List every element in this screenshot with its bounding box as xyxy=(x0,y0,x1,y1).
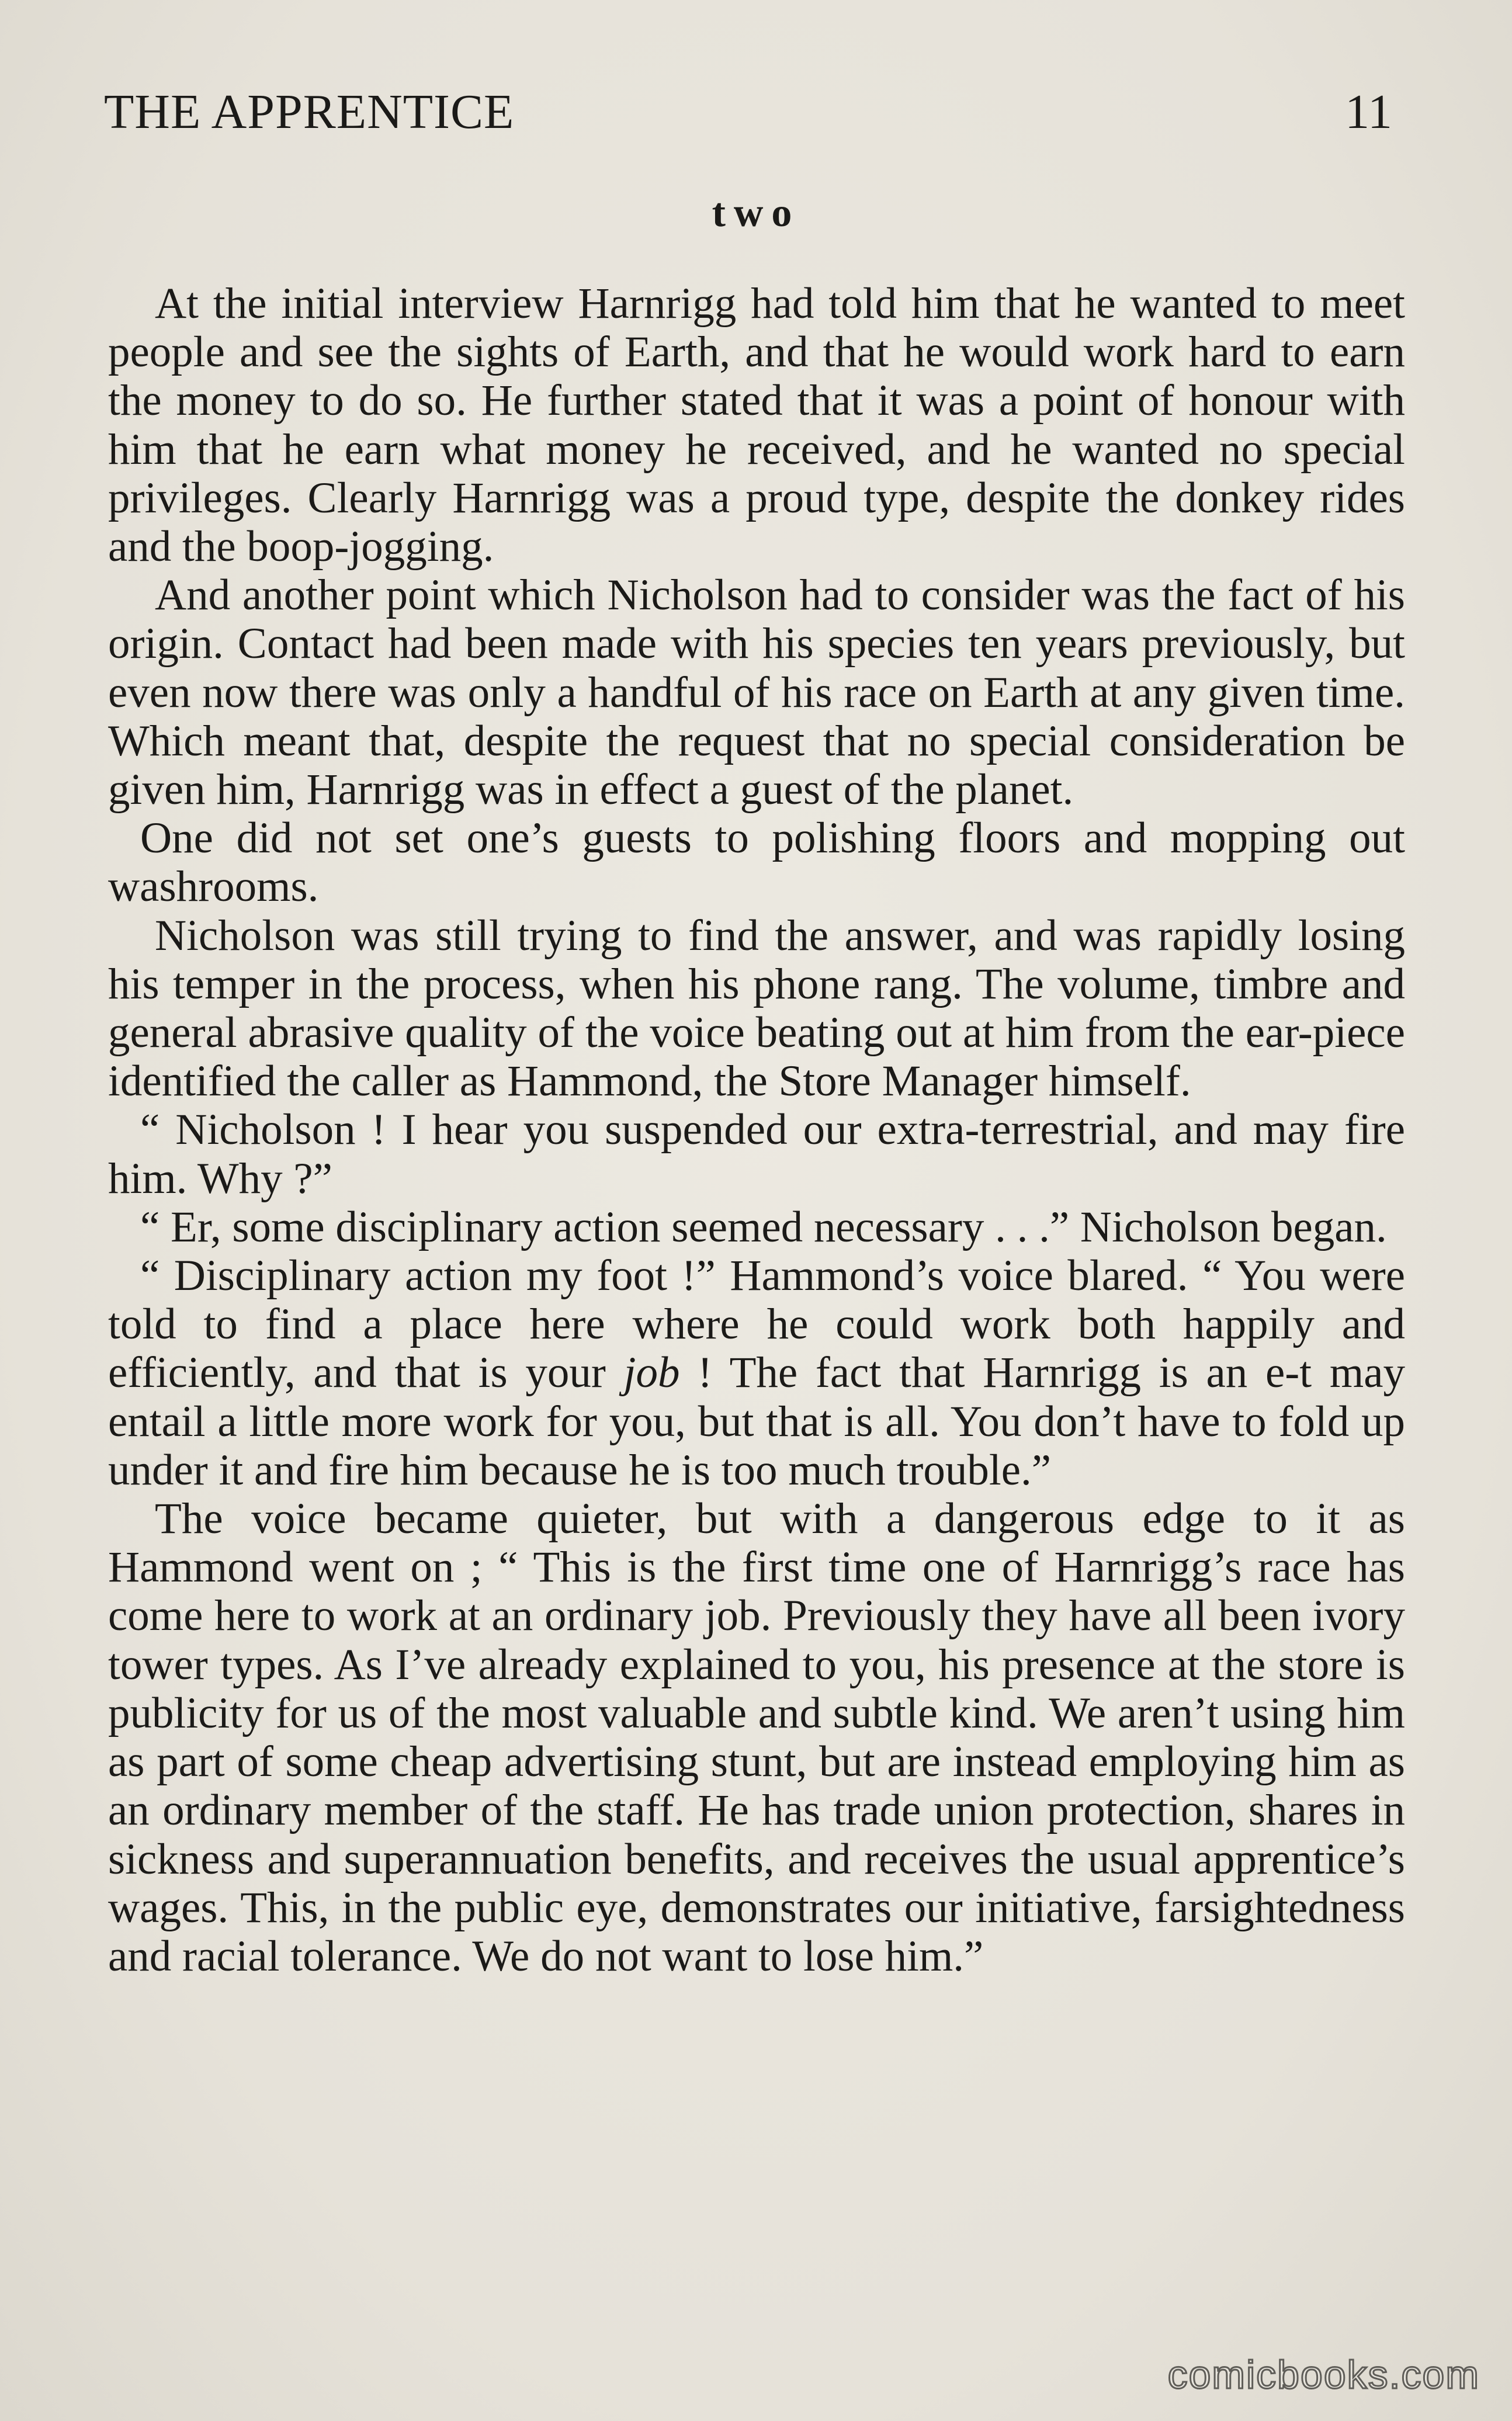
paragraph: At the initial interview Harnrigg had told him that he wanted to meet people and see the sights of Earth, and that he would work hard to earn the money to do so. He further stated that it was a point of honour with him that he earn what money he received, and he wanted no special privileges. Clearly Harnrigg was a proud type, despite the donkey rides and the boop-jogging. xyxy=(108,279,1405,571)
emphasis: job xyxy=(623,1348,680,1397)
chapter-heading: two xyxy=(712,190,800,235)
body-text xyxy=(108,279,1405,1980)
paragraph: “ Er, some disciplinary action seemed necessary . . .” Nicholson began. xyxy=(140,1202,1387,1251)
watermark: comicbooks.com xyxy=(1167,2353,1480,2397)
paragraph: “ Disciplinary action my foot !” Hammond’s voice blared. “ You were told to find a place here where he could work both happily and efficiently, and that is your job ! The fact that Harnrigg is an e-t may entail a little more work for you, but that is all. You don’t have to fold up under it and fire him because he is too much trouble.” xyxy=(108,1251,1405,1494)
page-number: 11 xyxy=(1345,85,1392,139)
paragraph: “ Nicholson ! I hear you suspended our extra-terrestrial, and may fire him. Why ?” xyxy=(108,1105,1405,1203)
running-head: THE APPRENTICE xyxy=(104,85,515,139)
paragraph: One did not set one’s guests to polishing floors and mopping out washrooms. xyxy=(108,814,1405,911)
paragraph: And another point which Nicholson had to consider was the fact of his origin. Contact had been made with his species ten years previously, but even now there was only a handful of his race on Earth at any given time. Which meant that, despite the request that no special consideration be given him, Harnrigg was in effect a guest of the planet. xyxy=(108,571,1405,814)
paragraph: The voice became quieter, but with a dangerous edge to it as Hammond went on ; “ This is the first time one of Harnrigg’s race has come here to work at an ordinary job. Previously they have all been ivory tower types. As I’ve already explained to you, his presence at the store is publicity for us of the most valuable and subtle kind. We aren’t using him as part of some cheap advertising stunt, but are instead employing him as an ordinary member of the staff. He has trade union protection, shares in sickness and superannuation benefits, and receives the usual apprentice’s wages. This, in the public eye, demonstrates our initiative, farsightedness and racial tolerance. We do not want to lose him.” xyxy=(108,1494,1405,1980)
paragraph: Nicholson was still trying to find the answer, and was rapidly losing his temper in the process, when his phone rang. The volume, timbre and general abrasive quality of the voice beating out at him from the ear-piece identified the caller as Hammond, the Store Manager himself. xyxy=(108,911,1405,1106)
